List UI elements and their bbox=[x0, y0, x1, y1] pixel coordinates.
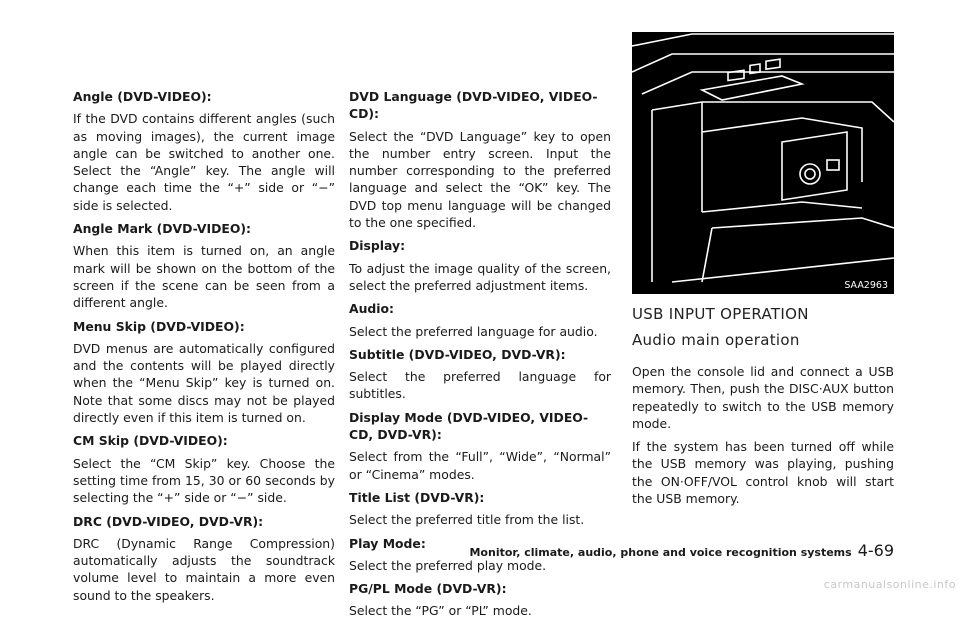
item-text: Select the “CM Skip” key. Choose the setting time from 15, 30 or 60 seconds by selecting the “+” side or “−” side. bbox=[73, 455, 335, 506]
watermark: carmanualsonline.info bbox=[823, 578, 956, 591]
item-text: Select the preferred title from the list. bbox=[349, 512, 585, 528]
item-heading: Title List (DVD-VR): bbox=[349, 489, 485, 505]
item-text: If the DVD contains different angles (such as moving images), the current image angle can be switched to another one. Select the “Angle” key. The angle will change each time the “+” side or “−” side is selected. bbox=[73, 111, 335, 213]
item-heading: Audio: bbox=[349, 301, 394, 317]
item-heading: Angle Mark (DVD-VIDEO): bbox=[73, 221, 251, 237]
item-text: When this item is turned on, an angle mark will be shown on the bottom of the screen if the scene can be seen from a different angle. bbox=[73, 243, 335, 311]
item-heading: Display: bbox=[349, 238, 406, 254]
item-text: Select from the “Full”, “Wide”, “Normal” or “Cinema” modes. bbox=[349, 449, 611, 482]
item-heading: Play Mode: bbox=[349, 535, 426, 551]
item-text: DVD menus are automatically configured and the contents will be played directly when the “Menu Skip” key is turned on. Note that some discs may not be played directly even if this item is turned on. bbox=[73, 340, 335, 426]
item-heading: DRC (DVD-VIDEO, DVD-VR): bbox=[73, 513, 264, 529]
item-text: Select the preferred language for subtitles. bbox=[349, 369, 611, 402]
item-heading: DVD Language (DVD-VIDEO, VIDEO-CD): bbox=[349, 89, 598, 122]
chapter-title: Monitor, climate, audio, phone and voice recognition systems bbox=[469, 546, 852, 559]
item-text: Select the preferred language for audio. bbox=[349, 323, 598, 339]
item-heading: Angle (DVD-VIDEO): bbox=[73, 89, 212, 104]
item-text: To adjust the image quality of the screen, select the preferred adjustment items. bbox=[349, 260, 611, 293]
console-usb-illustration bbox=[632, 32, 894, 294]
section-title: USB INPUT OPERATION bbox=[632, 305, 809, 323]
item-heading: Display Mode (DVD-VIDEO, VIDEO-CD, DVD-VR): bbox=[349, 409, 589, 443]
left-column bbox=[73, 88, 335, 610]
item-text: Select the “PG” or “PL” mode. bbox=[349, 603, 532, 619]
item-heading: Menu Skip (DVD-VIDEO): bbox=[73, 318, 245, 334]
console-drawing bbox=[632, 32, 894, 294]
item-heading: Subtitle (DVD-VIDEO, DVD-VR): bbox=[349, 346, 566, 362]
item-text: Select the “DVD Language” key to open the number entry screen. Input the number corresponding to the preferred language and select the “OK” key. The DVD top menu language will be changed to the one specified. bbox=[349, 128, 611, 231]
paragraph: Open the console lid and connect a USB memory. Then, push the DISC·AUX button repeatedly to switch to the USB memory mode. bbox=[632, 364, 894, 431]
item-text: DRC (Dynamic Range Compression) automatically adjusts the soundtrack volume level to maintain a more even sound to the speakers. bbox=[73, 535, 335, 603]
item-heading: CM Skip (DVD-VIDEO): bbox=[73, 433, 228, 449]
page-number: 4-69 bbox=[857, 541, 894, 560]
page-footer bbox=[469, 541, 894, 560]
figure-code: SAA2963 bbox=[844, 280, 888, 291]
right-column-text bbox=[632, 363, 894, 513]
item-text: Select the preferred play mode. bbox=[349, 557, 547, 573]
item-heading: PG/PL Mode (DVD-VR): bbox=[349, 581, 507, 597]
paragraph: If the system has been turned off while the USB memory was playing, pushing the ON·OFF/VOL control knob will start the USB memory. bbox=[632, 439, 894, 507]
subsection-title: Audio main operation bbox=[632, 331, 800, 349]
